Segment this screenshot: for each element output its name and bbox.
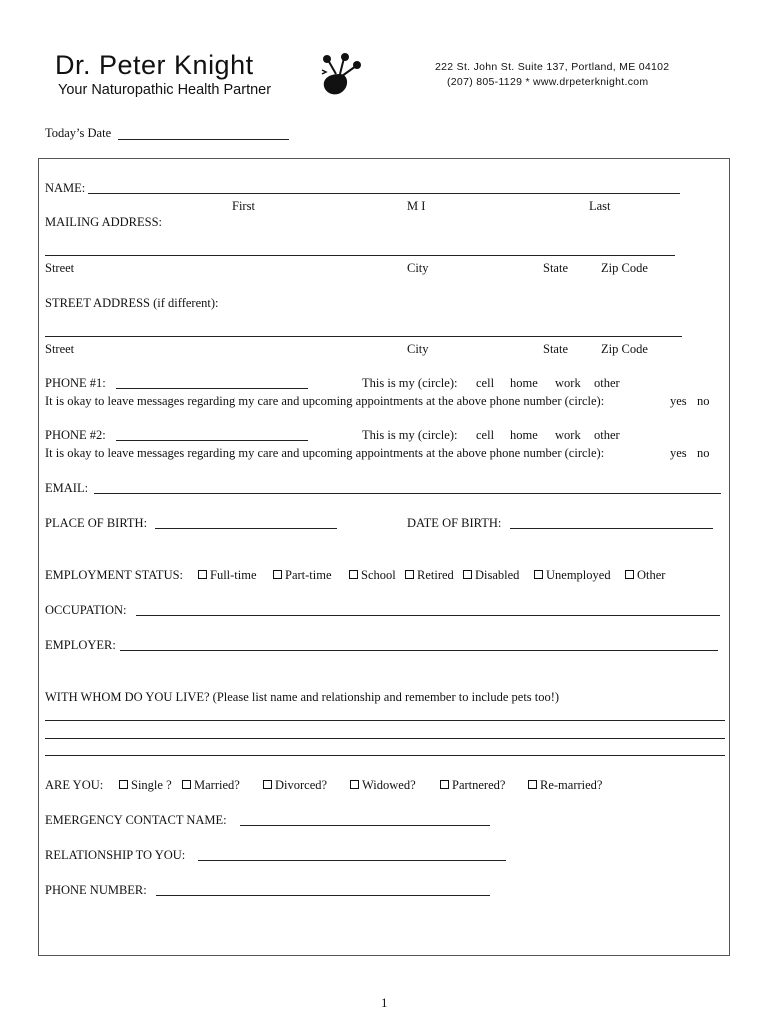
name-last-label: Last (589, 199, 611, 213)
emergency-contact-field[interactable] (240, 825, 490, 826)
checkbox-icon[interactable] (534, 570, 543, 579)
are-you-label: ARE YOU: (45, 778, 104, 792)
marital-divorced[interactable]: Divorced? (263, 778, 327, 793)
dob-field[interactable] (510, 528, 713, 529)
checkbox-icon[interactable] (349, 570, 358, 579)
phone1-no[interactable]: no (697, 394, 710, 408)
checkbox-icon[interactable] (528, 780, 537, 789)
live-with-label: WITH WHOM DO YOU LIVE? (Please list name and relationship and remember to include pets too!) (45, 690, 560, 704)
street-city-label: City (407, 342, 429, 356)
phone1-type-label: This is my (circle): (362, 376, 458, 390)
dob-label: DATE OF BIRTH: (407, 516, 502, 530)
phone2-other[interactable]: other (594, 428, 620, 442)
today-date-label: Today’s Date (45, 126, 112, 140)
mailing-address-label: MAILING ADDRESS: (45, 215, 163, 229)
employer-label: EMPLOYER: (45, 638, 116, 652)
phone-number-field[interactable] (156, 895, 490, 896)
name-mi-label: M I (407, 199, 426, 213)
emergency-contact-label: EMERGENCY CONTACT NAME: (45, 813, 227, 827)
checkbox-icon[interactable] (405, 570, 414, 579)
logo-name: Dr. Peter Knight (55, 50, 254, 80)
checkbox-icon[interactable] (350, 780, 359, 789)
phone2-yes[interactable]: yes (670, 446, 687, 460)
name-label: NAME: (45, 181, 86, 195)
checkbox-icon[interactable] (625, 570, 634, 579)
practice-contact: (207) 805-1129 * www.drpeterknight.com (447, 76, 649, 88)
checkbox-icon[interactable] (119, 780, 128, 789)
radish-logo-icon (314, 52, 362, 100)
street-address-label: STREET ADDRESS (if different): (45, 296, 219, 310)
phone-number-label: PHONE NUMBER: (45, 883, 147, 897)
logo-tagline: Your Naturopathic Health Partner (58, 82, 272, 98)
marital-remarried[interactable]: Re-married? (528, 778, 602, 793)
name-first-label: First (232, 199, 255, 213)
relationship-field[interactable] (198, 860, 506, 861)
phone2-cell[interactable]: cell (476, 428, 495, 442)
street-state-label: State (543, 342, 568, 356)
phone1-field[interactable] (116, 388, 308, 389)
checkbox-icon[interactable] (273, 570, 282, 579)
mailing-address-field[interactable] (45, 255, 675, 256)
employment-other[interactable]: Other (625, 568, 665, 583)
birthplace-label: PLACE OF BIRTH: (45, 516, 148, 530)
phone2-type-label: This is my (circle): (362, 428, 458, 442)
employment-parttime[interactable]: Part-time (273, 568, 332, 583)
today-date-field[interactable] (118, 139, 289, 140)
occupation-label: OCCUPATION: (45, 603, 127, 617)
phone2-home[interactable]: home (510, 428, 538, 442)
phone2-label: PHONE #2: (45, 428, 106, 442)
marital-partnered[interactable]: Partnered? (440, 778, 505, 793)
checkbox-icon[interactable] (440, 780, 449, 789)
page-number: 1 (381, 995, 388, 1010)
employment-fulltime[interactable]: Full-time (198, 568, 257, 583)
street-zip-label: Zip Code (601, 342, 648, 356)
mailing-city-label: City (407, 261, 429, 275)
practice-address: 222 St. John St. Suite 137, Portland, ME 04102 (435, 61, 670, 73)
checkbox-icon[interactable] (263, 780, 272, 789)
live-with-line-1[interactable] (45, 720, 725, 721)
marital-widowed[interactable]: Widowed? (350, 778, 416, 793)
mailing-zip-label: Zip Code (601, 261, 648, 275)
phone2-no[interactable]: no (697, 446, 710, 460)
checkbox-icon[interactable] (463, 570, 472, 579)
marital-single[interactable]: Single ? (119, 778, 172, 793)
birthplace-field[interactable] (155, 528, 337, 529)
live-with-line-2[interactable] (45, 738, 725, 739)
marital-married[interactable]: Married? (182, 778, 240, 793)
employment-unemployed[interactable]: Unemployed (534, 568, 611, 583)
email-field[interactable] (94, 493, 721, 494)
mailing-state-label: State (543, 261, 568, 275)
phone2-work[interactable]: work (555, 428, 581, 442)
phone1-work[interactable]: work (555, 376, 581, 390)
email-label: EMAIL: (45, 481, 89, 495)
phone2-field[interactable] (116, 440, 308, 441)
phone1-cell[interactable]: cell (476, 376, 495, 390)
name-field[interactable] (88, 193, 680, 194)
form-box (38, 158, 730, 956)
employment-disabled[interactable]: Disabled (463, 568, 519, 583)
relationship-label: RELATIONSHIP TO YOU: (45, 848, 186, 862)
street-street-label: Street (45, 342, 75, 356)
phone2-ok-message: It is okay to leave messages regarding my care and upcoming appointments at the above phone number (circle): (45, 446, 605, 460)
employment-status-label: EMPLOYMENT STATUS: (45, 568, 184, 582)
checkbox-icon[interactable] (198, 570, 207, 579)
checkbox-icon[interactable] (182, 780, 191, 789)
phone1-label: PHONE #1: (45, 376, 106, 390)
live-with-line-3[interactable] (45, 755, 725, 756)
occupation-field[interactable] (136, 615, 720, 616)
street-address-field[interactable] (45, 336, 682, 337)
phone1-home[interactable]: home (510, 376, 538, 390)
phone1-yes[interactable]: yes (670, 394, 687, 408)
phone1-ok-message: It is okay to leave messages regarding my care and upcoming appointments at the above phone number (circle): (45, 394, 605, 408)
employment-school[interactable]: School (349, 568, 396, 583)
employer-field[interactable] (120, 650, 718, 651)
mailing-street-label: Street (45, 261, 75, 275)
phone1-other[interactable]: other (594, 376, 620, 390)
employment-retired[interactable]: Retired (405, 568, 454, 583)
